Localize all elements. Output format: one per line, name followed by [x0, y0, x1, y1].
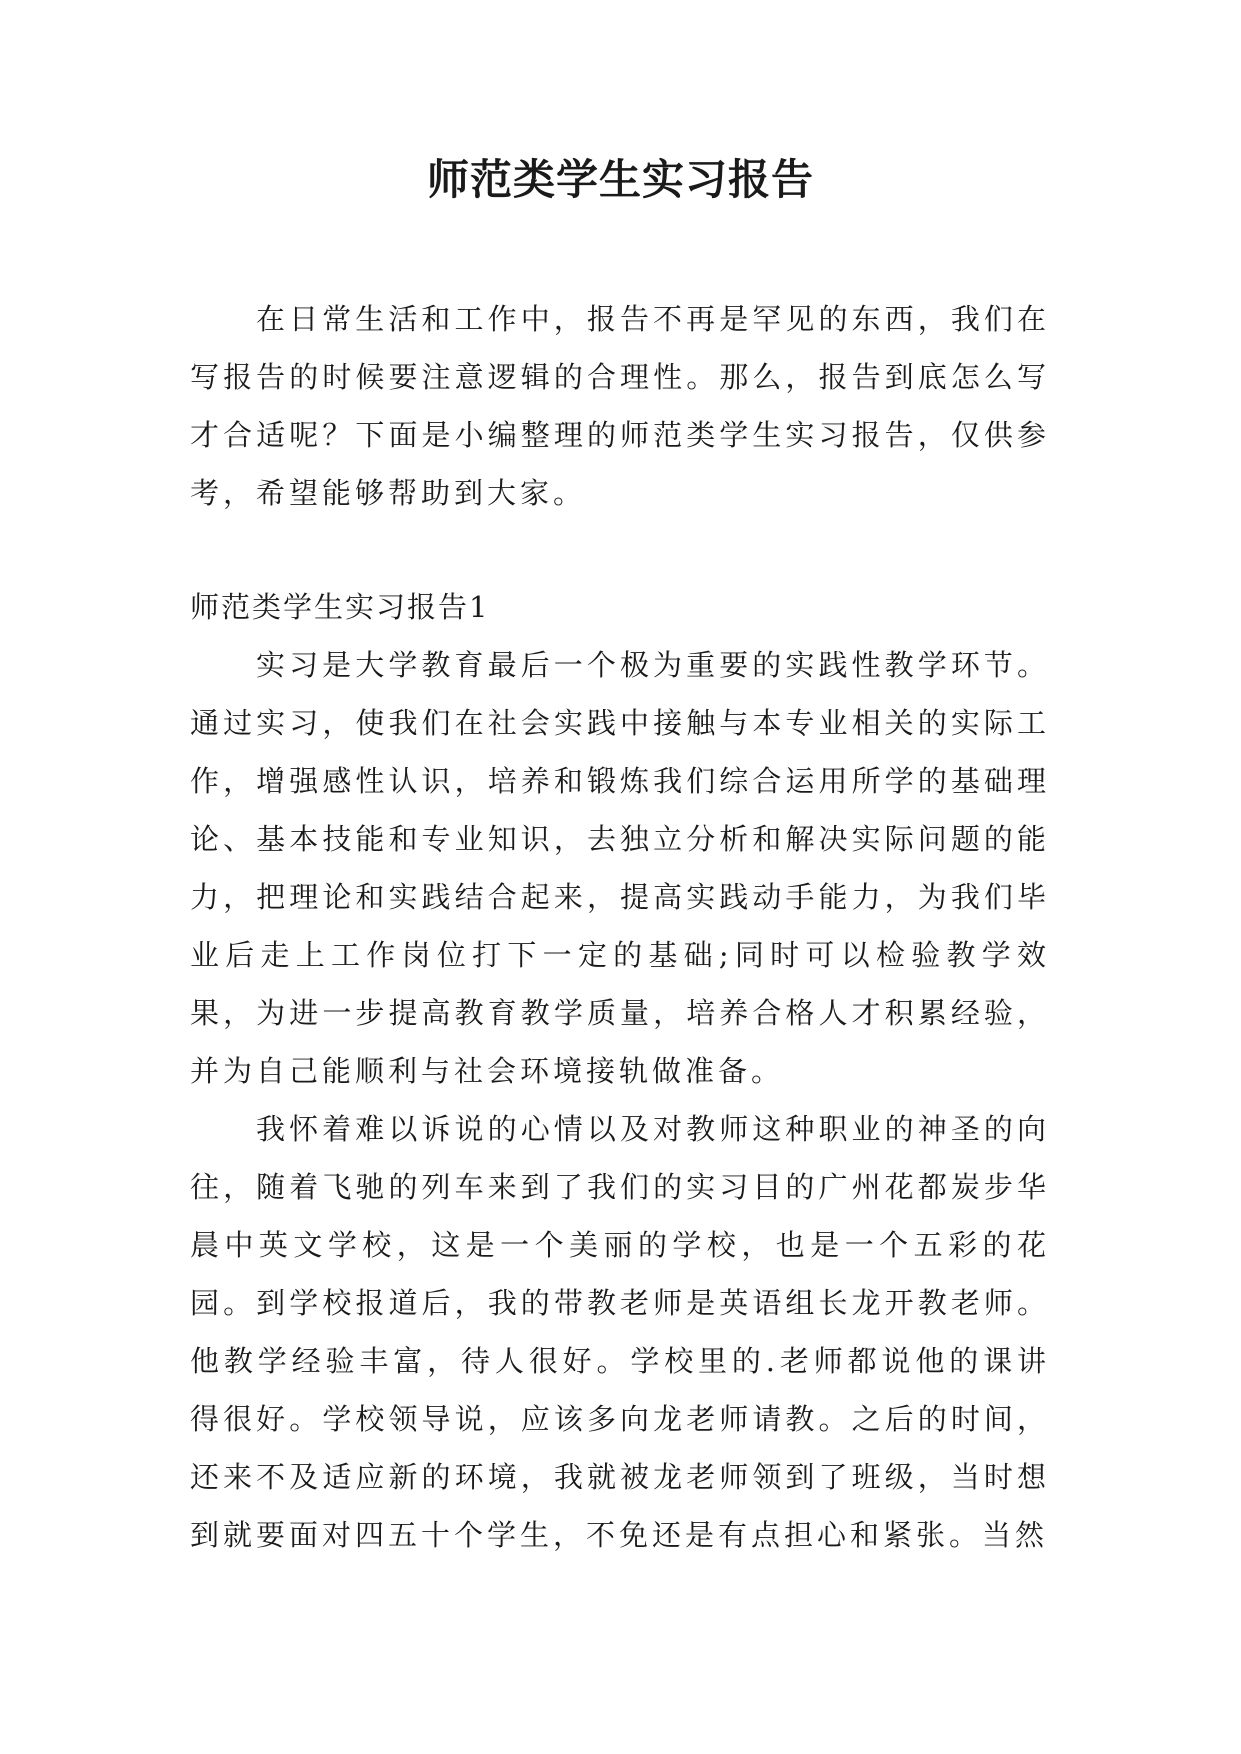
section-heading: 师范类学生实习报告1	[190, 590, 490, 624]
document-body	[190, 290, 1050, 1564]
document-title: 师范类学生实习报告	[426, 155, 814, 204]
body-paragraph-2: 我怀着难以诉说的心情以及对教师这种职业的神圣的向往，随着飞驰的列车来到了我们的实习目的广州花都炭步华晨中英文学校，这是一个美丽的学校，也是一个五彩的花园。到学校报道后，我的带教老师是英语组长龙开教老师。他教学经验丰富，待人很好。学校里的.老师都说他的课讲得很好。学校领导说，应该多向龙老师请教。之后的时间，还来不及适应新的环境，我就被龙老师领到了班级，当时想到就要面对四五十个学生，不免还是有点担心和紧张。当然	[190, 1112, 1050, 1552]
body-paragraph-1: 实习是大学教育最后一个极为重要的实践性教学环节。通过实习，使我们在社会实践中接触与本专业相关的实际工作，增强感性认识，培养和锻炼我们综合运用所学的基础理论、基本技能和专业知识，去独立分析和解决实际问题的能力，把理论和实践结合起来，提高实践动手能力，为我们毕业后走上工作岗位打下一定的基础;同时可以检验教学效果，为进一步提高教育教学质量，培养合格人才积累经验，并为自己能顺利与社会环境接轨做准备。	[190, 648, 1050, 1088]
intro-paragraph: 在日常生活和工作中，报告不再是罕见的东西，我们在写报告的时候要注意逻辑的合理性。那么，报告到底怎么写才合适呢？下面是小编整理的师范类学生实习报告，仅供参考，希望能够帮助到大家。	[190, 302, 1050, 510]
